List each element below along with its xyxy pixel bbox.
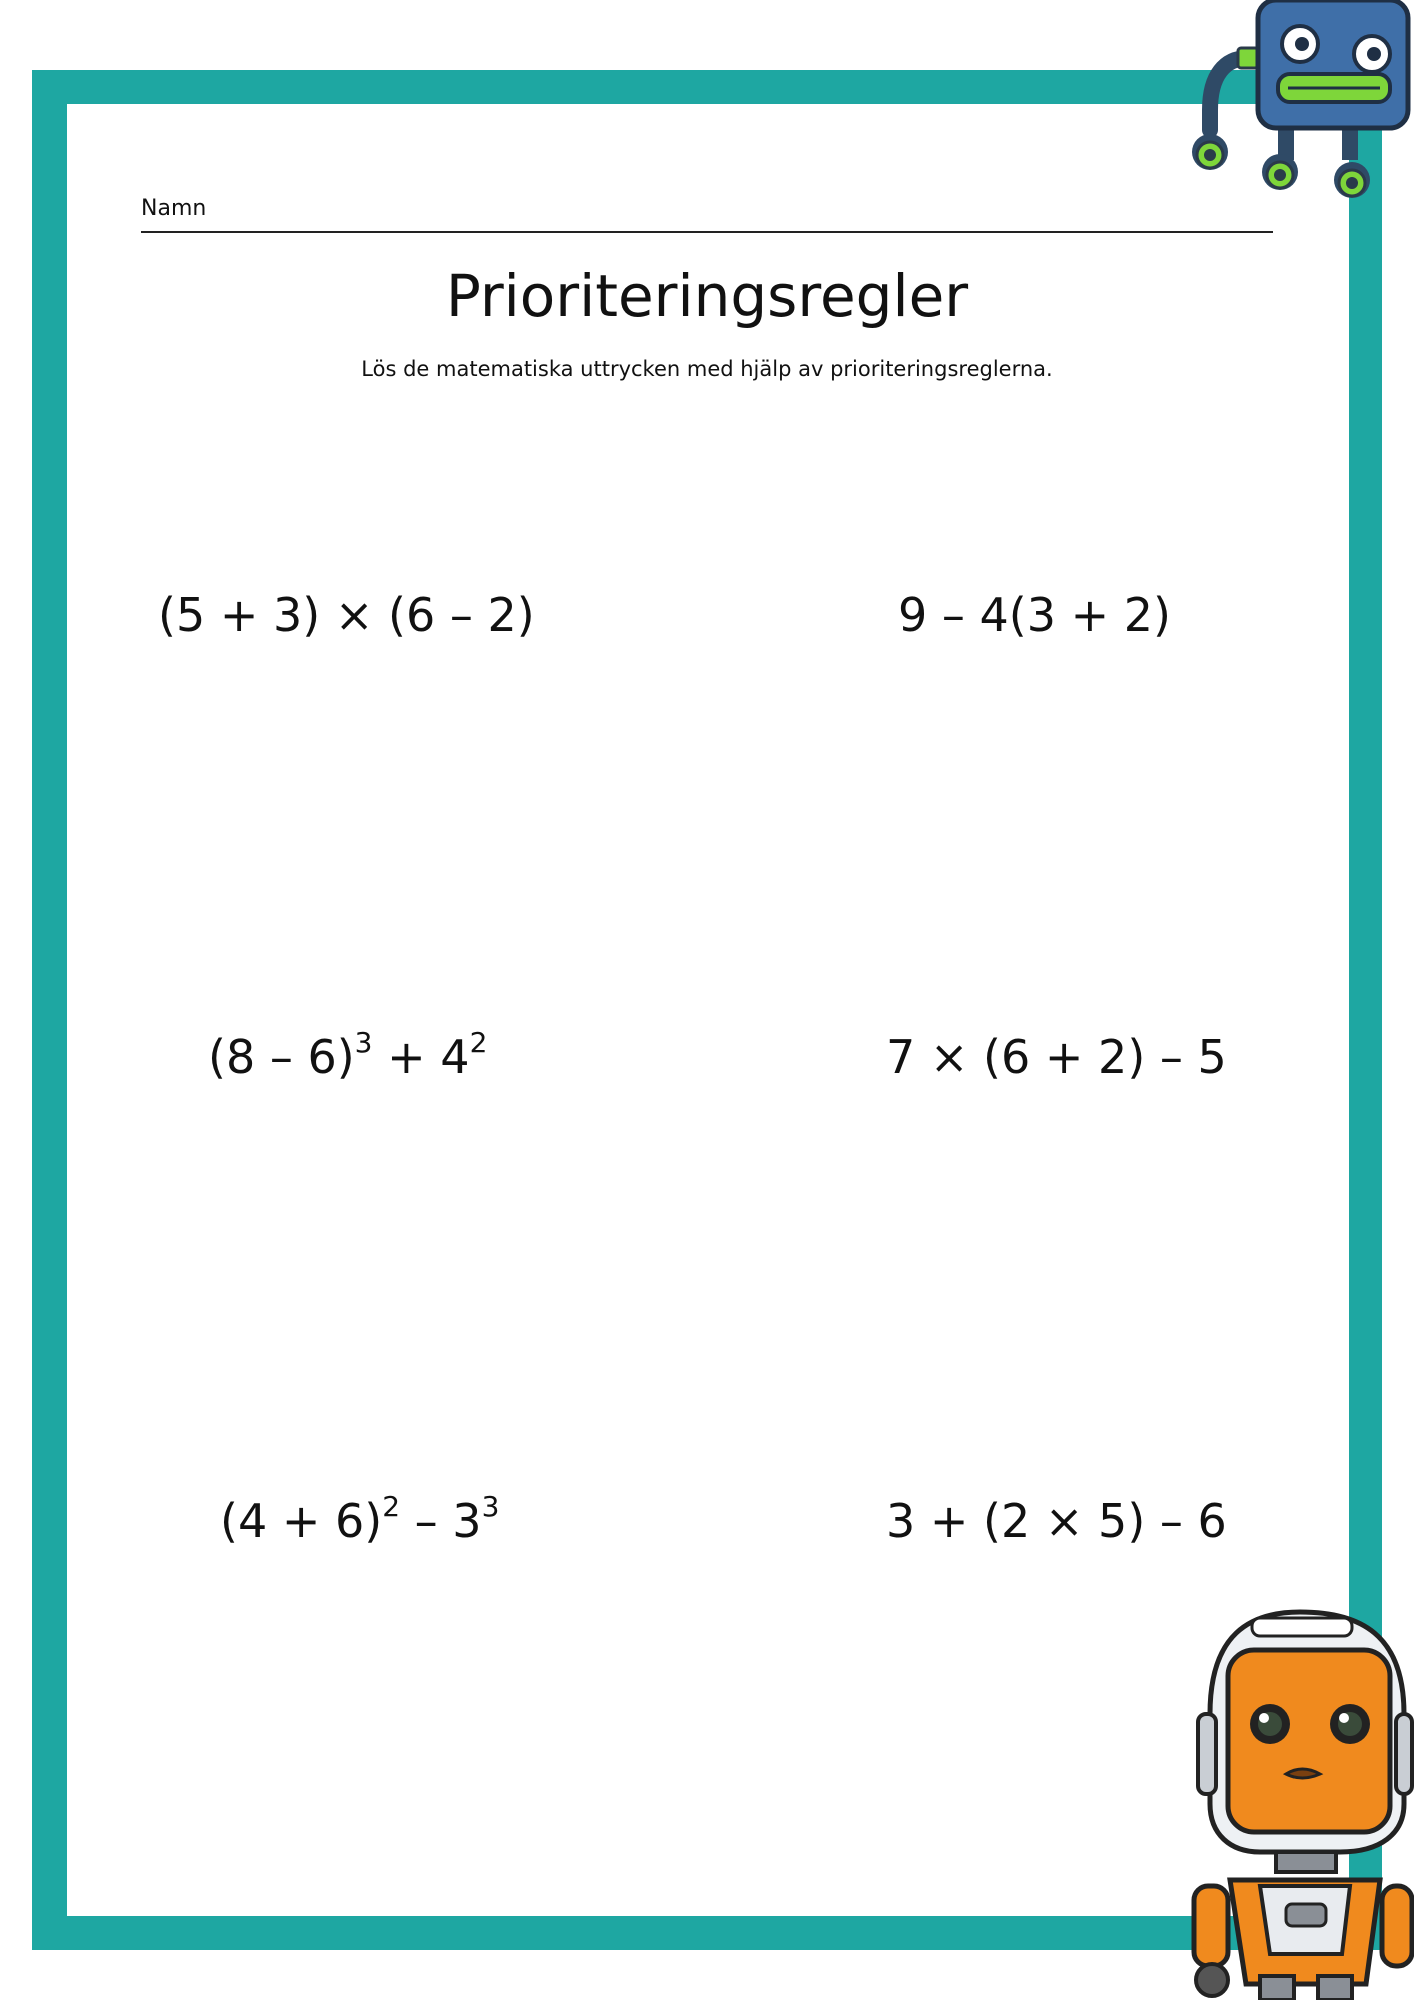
problem-4: 7 × (6 + 2) – 5 (886, 1030, 1227, 1084)
problem-2: 9 – 4(3 + 2) (898, 588, 1171, 642)
worksheet-title: Prioriteringsregler (445, 262, 969, 330)
problem-5-exponent-2: 3 (481, 1490, 500, 1523)
problem-3-term: + 4 (372, 1030, 470, 1084)
blue-robot-icon (1130, 0, 1414, 210)
name-line[interactable] (141, 231, 1273, 233)
problem-3 (208, 1026, 488, 1084)
problem-5-term: – 3 (400, 1494, 482, 1548)
orange-robot-icon (1190, 1604, 1414, 2000)
worksheet-instructions: Lös de matematiska uttrycken med hjälp av prioriteringsreglerna. (361, 357, 1053, 381)
problem-3-exponent-1: 3 (354, 1026, 373, 1059)
name-label: Namn (141, 196, 207, 221)
problem-5 (220, 1490, 500, 1548)
problem-5-base: (4 + 6) (220, 1494, 383, 1548)
problem-3-exponent-2: 2 (469, 1026, 488, 1059)
problem-1: (5 + 3) × (6 – 2) (158, 588, 535, 642)
problem-3-base: (8 – 6) (208, 1030, 355, 1084)
problem-5-exponent-1: 2 (382, 1490, 401, 1523)
problem-6: 3 + (2 × 5) – 6 (886, 1494, 1227, 1548)
